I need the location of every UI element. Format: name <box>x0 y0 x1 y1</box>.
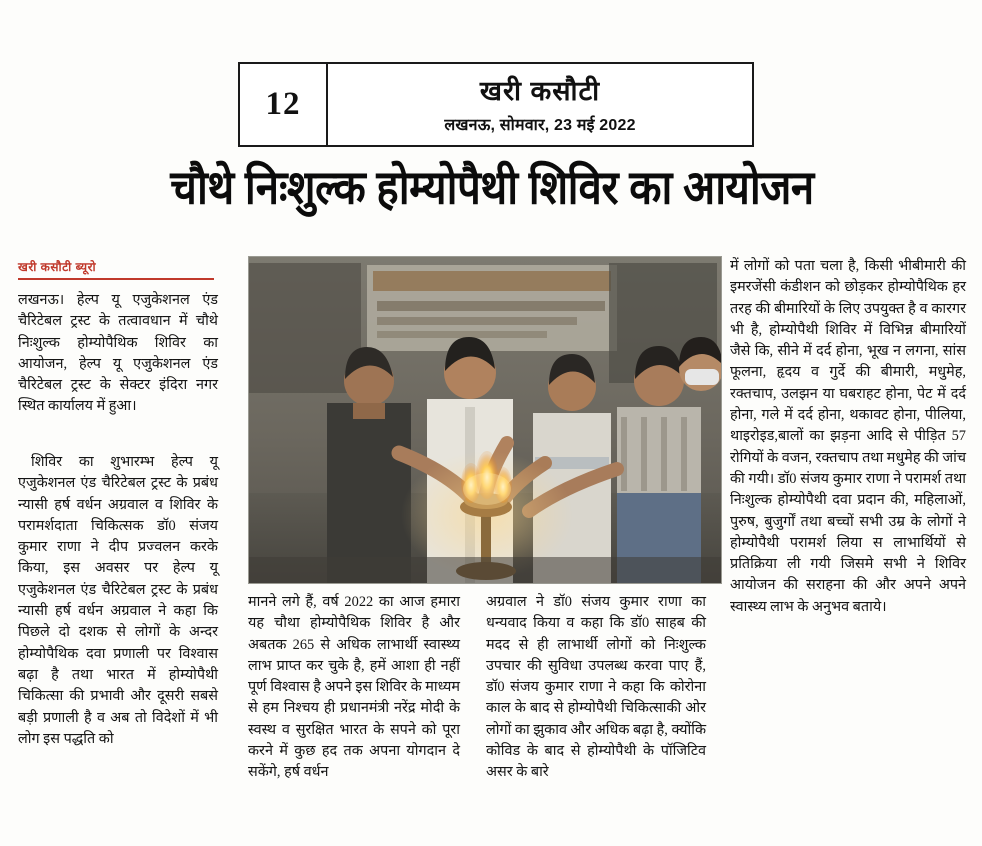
paragraph: शिविर का शुभारम्भ हेल्प यू एजुकेशनल एंड चैरिटेबल ट्रस्ट के प्रबंध न्यासी हर्ष वर्धन अग्रवाल व शिविर के परामर्शदाता चिकित्सक डॉ0 संजय कुमार राणा ने दीप प्रज्वलन करके किया, इस अवसर पर हेल्प यू एजुकेशनल एंड चैरिटेबल ट्रस्ट के प्रबंध न्यासी हर्ष वर्धन अग्रवाल ने कहा कि पिछले दो दशक से लोगों के अन्दर होम्योपैथिक दवा प्रणाली पर विश्वास बढ़ा है तथा भारत में होम्योपैथी चिकित्सा की प्रभावी और दूसरी सबसे बड़ी प्रणाली है व अब तो विदेशों में भी लोग इस पद्धति को <box>18 454 218 747</box>
body-column-1-bottom <box>18 452 218 842</box>
paragraph: मानने लगे हैं, वर्ष 2022 का आज हमारा यह चौथा होम्योपैथिक शिविर है और अबतक 265 से अधिक लाभार्थी स्वास्थ्य लाभ प्राप्त कर चुके है, हमें आशा ही नहीं पूर्ण विश्वास है अपने इस शिविर के माध्यम से हम निश्चय ही प्रधानमंत्री नरेंद्र मोदी के स्वस्थ व सुरक्षित भारत के सपने को पूरा करने में कुछ हद तक अपना योगदान दे सकेंगे, हर्ष वर्धन <box>248 594 460 781</box>
publication-title: खरी कसौटी <box>479 76 601 107</box>
byline-block <box>18 258 214 280</box>
paragraph: लखनऊ। हेल्प यू एजुकेशनल एंड चैरिटेबल ट्रस्ट के तत्वावधान में चौथे निःशुल्क होम्योपैथिक शिविर का आयोजन, हेल्प यू एजुकेशनल एंड चैरिटेबल ट्रस्ट के सेक्टर इंदिरा नगर स्थित कार्यालय में हुआ। <box>18 292 218 415</box>
publication-dateline: लखनऊ, सोमवार, 23 मई 2022 <box>444 116 636 134</box>
lamp-lighting-ceremony-photo <box>248 256 722 584</box>
masthead <box>238 62 754 147</box>
byline: खरी कसौटी ब्यूरो <box>18 260 97 274</box>
masthead-center <box>328 64 752 145</box>
byline-divider <box>18 278 214 280</box>
page-number: 12 <box>240 64 328 145</box>
photo-graphic <box>249 257 721 583</box>
paragraph: अग्रवाल ने डॉ0 संजय कुमार राणा का धन्यवाद किया व कहा कि डॉ0 साहब की मदद से ही लाभार्थी लोगों को निःशुल्क उपचार की सुविधा उपलब्ध करवा पाए हैं, डॉ0 संजय कुमार राणा ने कहा कि कोरोना काल के बाद से होम्योपैथी चिकित्साकी ओर लोगों का झुकाव और अधिक बढ़ा है, क्योंकि कोविड के बाद से होम्योपैथी के पॉजिटिव असर के बारे <box>486 594 707 781</box>
article-headline: चौथे निःशुल्क होम्योपैथी शिविर का आयोजन <box>170 161 814 214</box>
body-column-2 <box>248 592 460 842</box>
paragraph: में लोगों को पता चला है, किसी भीबीमारी की इमरजेंसी कंडीशन को छोड़कर होम्योपैथिक हर तरह की बीमारियों के लिए उपयुक्त है व कारगर भी है, होम्योपैथी शिविर में विभिन्न बीमारियों जैसे कि, सीने में दर्द होना, भूख न लगना, सांस फूलना, हृदय व गुर्दे की बीमारी, मधुमेह, रक्तचाप, उलझन या घबराहट होना, पेट में दर्द होना, गले में दर्द होना, थकावट होना, पीलिया, थाइरोइड,बालों का झड़ना आदि से पीड़ित 57 रोगियों के वजन, रक्तचाप तथा मधुमेह की जांच की गयी। डॉ0 संजय कुमार राणा ने परामर्श तथा निःशुल्क होम्योपैथी दवा प्रदान की, महिलाओं, पुरुष, बुजुर्गों तथा बच्चों सभी उम्र के लोगों ने होम्योपैथी परामर्श लिया स लाभार्थियों से प्रतिक्रिया ली गयी जिसमे सभी ने शिविर आयोजन की सराहना की और अपने अपने स्वास्थ्य लाभ के अनुभव बताये। <box>730 258 967 615</box>
body-column-4 <box>730 256 966 842</box>
body-column-3 <box>486 592 706 842</box>
